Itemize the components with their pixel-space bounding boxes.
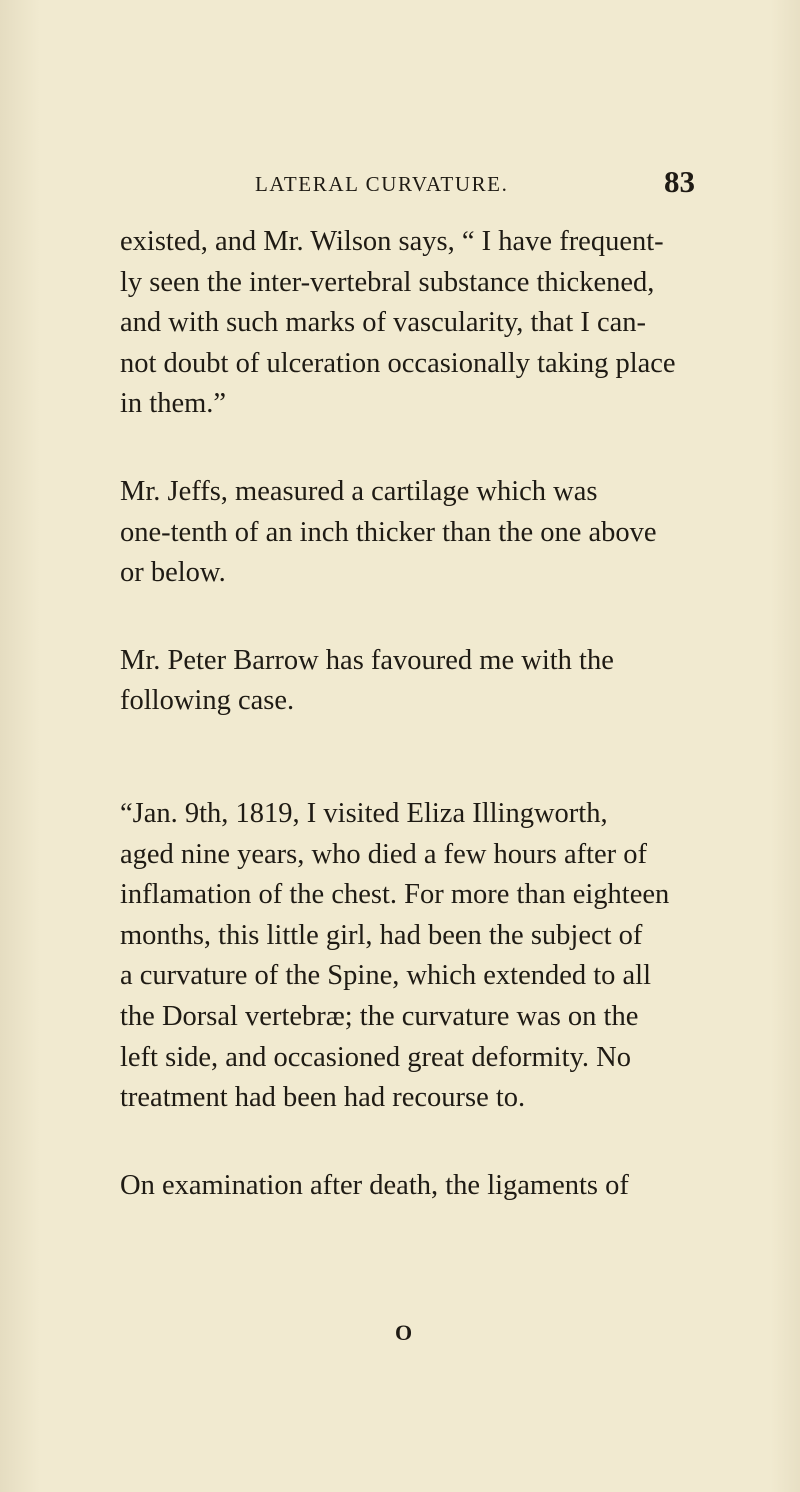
paragraph-case-report: “Jan. 9th, 1819, I visited Eliza Illingworth, aged nine years, who died a few hours after of inflamation of the chest. For more than eighteen months, this little girl, had been the subject of a curvature of the Spine, which extended to all the Dorsal vertebræ; the curvature was on the left side, and occasioned great deformity. No treatment had been had recourse to. [120, 797, 670, 1114]
page-number: 83 [664, 164, 695, 199]
paragraph-wilson-quote: existed, and Mr. Wilson says, “ I have frequent- ly seen the inter-vertebral substance thickened, and with such marks of vascularity, that I can- not doubt of ulceration occasionally taking place in them.” [120, 226, 676, 420]
paragraph-barrow: Mr. Peter Barrow has favoured me with the following case. [120, 644, 614, 717]
page-header [255, 164, 695, 210]
signature-mark: O [395, 1320, 413, 1345]
paragraph-jeffs: Mr. Jeffs, measured a cartilage which was one-tenth of an inch thicker than the one above or below. [120, 475, 657, 589]
running-head: LATERAL CURVATURE. [255, 172, 509, 196]
paragraph-examination: On examination after death, the ligaments of [120, 1169, 629, 1201]
body-text [120, 222, 710, 1206]
